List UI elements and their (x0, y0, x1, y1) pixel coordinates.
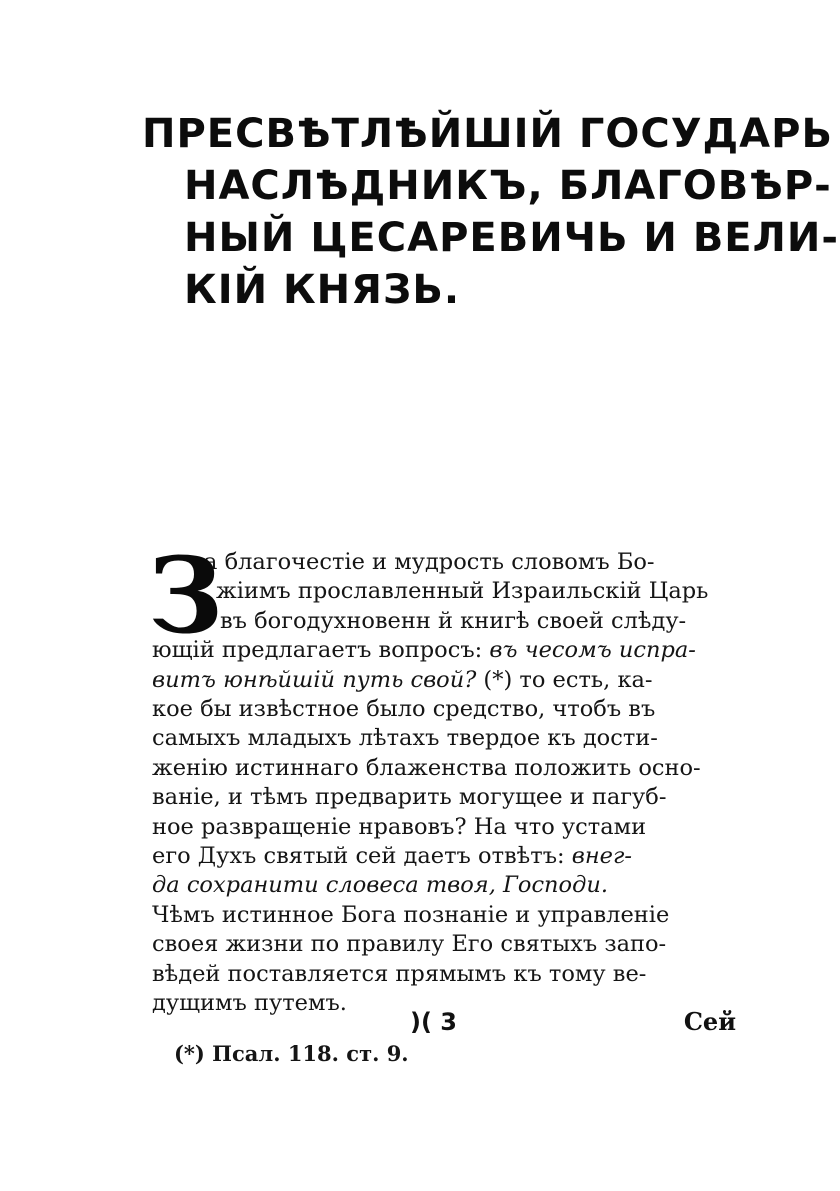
body-line-text: вѣдей поставляется прямымъ къ тому ве- (152, 960, 647, 987)
body-line (148, 813, 736, 842)
body-line-text: ющій предлагаетъ вопросъ: (152, 637, 490, 664)
body-line (148, 636, 736, 665)
body-line-text: (*) то есть, ка- (476, 666, 653, 693)
body-line (148, 783, 736, 812)
footnote: (*) Псал. 118. ст. 9. (174, 1041, 409, 1066)
body-line-text: дущимъ путемъ. (152, 990, 347, 1017)
body-line (148, 548, 736, 577)
body-line (148, 754, 736, 783)
title-line-3: НЫЙ ЦЕСАРЕВИЧЬ И ВЕЛИ- (184, 215, 839, 261)
title-line-2: НАСЛѢДНИКЪ, БЛАГОВѢР- (184, 163, 832, 209)
body-line-text: самыхъ младыхъ лѣтахъ твердое къ дости- (152, 725, 658, 752)
title-line-1: ПРЕСВѢТЛѢЙШІЙ ГОСУДАРЬ (142, 111, 833, 157)
body-line (148, 724, 736, 753)
dedication-title (142, 108, 839, 316)
body-line (148, 695, 736, 724)
body-line (148, 666, 736, 695)
body-line (148, 577, 736, 606)
italic-quote: внег- (571, 843, 632, 870)
body-line (148, 930, 736, 959)
page-footer-row (148, 1006, 736, 1038)
catchword: Сей (683, 1007, 736, 1036)
title-line-4: КІЙ КНЯЗЬ. (184, 267, 461, 313)
body-line-text: ное развращеніе нравовъ? На что устами (152, 813, 647, 840)
body-line-text: жіимъ прославленный Израильскій Царь (216, 578, 709, 605)
italic-quote: въ чесомъ испра- (489, 637, 696, 664)
italic-quote: витъ юнѣйшій путь свой? (152, 666, 477, 693)
body-line-text: въ богодухновенн й книгѣ своей слѣду- (220, 607, 687, 634)
drop-cap: З (148, 534, 224, 657)
body-line (148, 607, 736, 636)
body-text (148, 534, 736, 1019)
body-line (148, 960, 736, 989)
body-line (148, 871, 736, 900)
body-line-text: ваніе, и тѣмъ предварить могущее и пагуб- (152, 784, 667, 811)
body-line-text: Чѣмъ истинное Бога познаніе и управленіе (152, 901, 670, 928)
body-line-text: своея жизни по правилу Его святыхъ запо- (152, 931, 667, 958)
body-line (148, 842, 736, 871)
body-line-text: кое бы извѣстное было средство, чтобъ въ (152, 696, 656, 723)
italic-quote: да сохранити словеса твоя, Господи. (152, 872, 608, 899)
signature-mark: )( 3 (410, 1008, 457, 1036)
body-line-text: женію истиннаго блаженства положить осно- (152, 754, 701, 781)
body-line-text: его Духъ святый сей даетъ отвѣтъ: (152, 843, 572, 870)
body-line (148, 901, 736, 930)
body-line-text: а благочестіе и мудрость словомъ Бо- (204, 549, 655, 575)
